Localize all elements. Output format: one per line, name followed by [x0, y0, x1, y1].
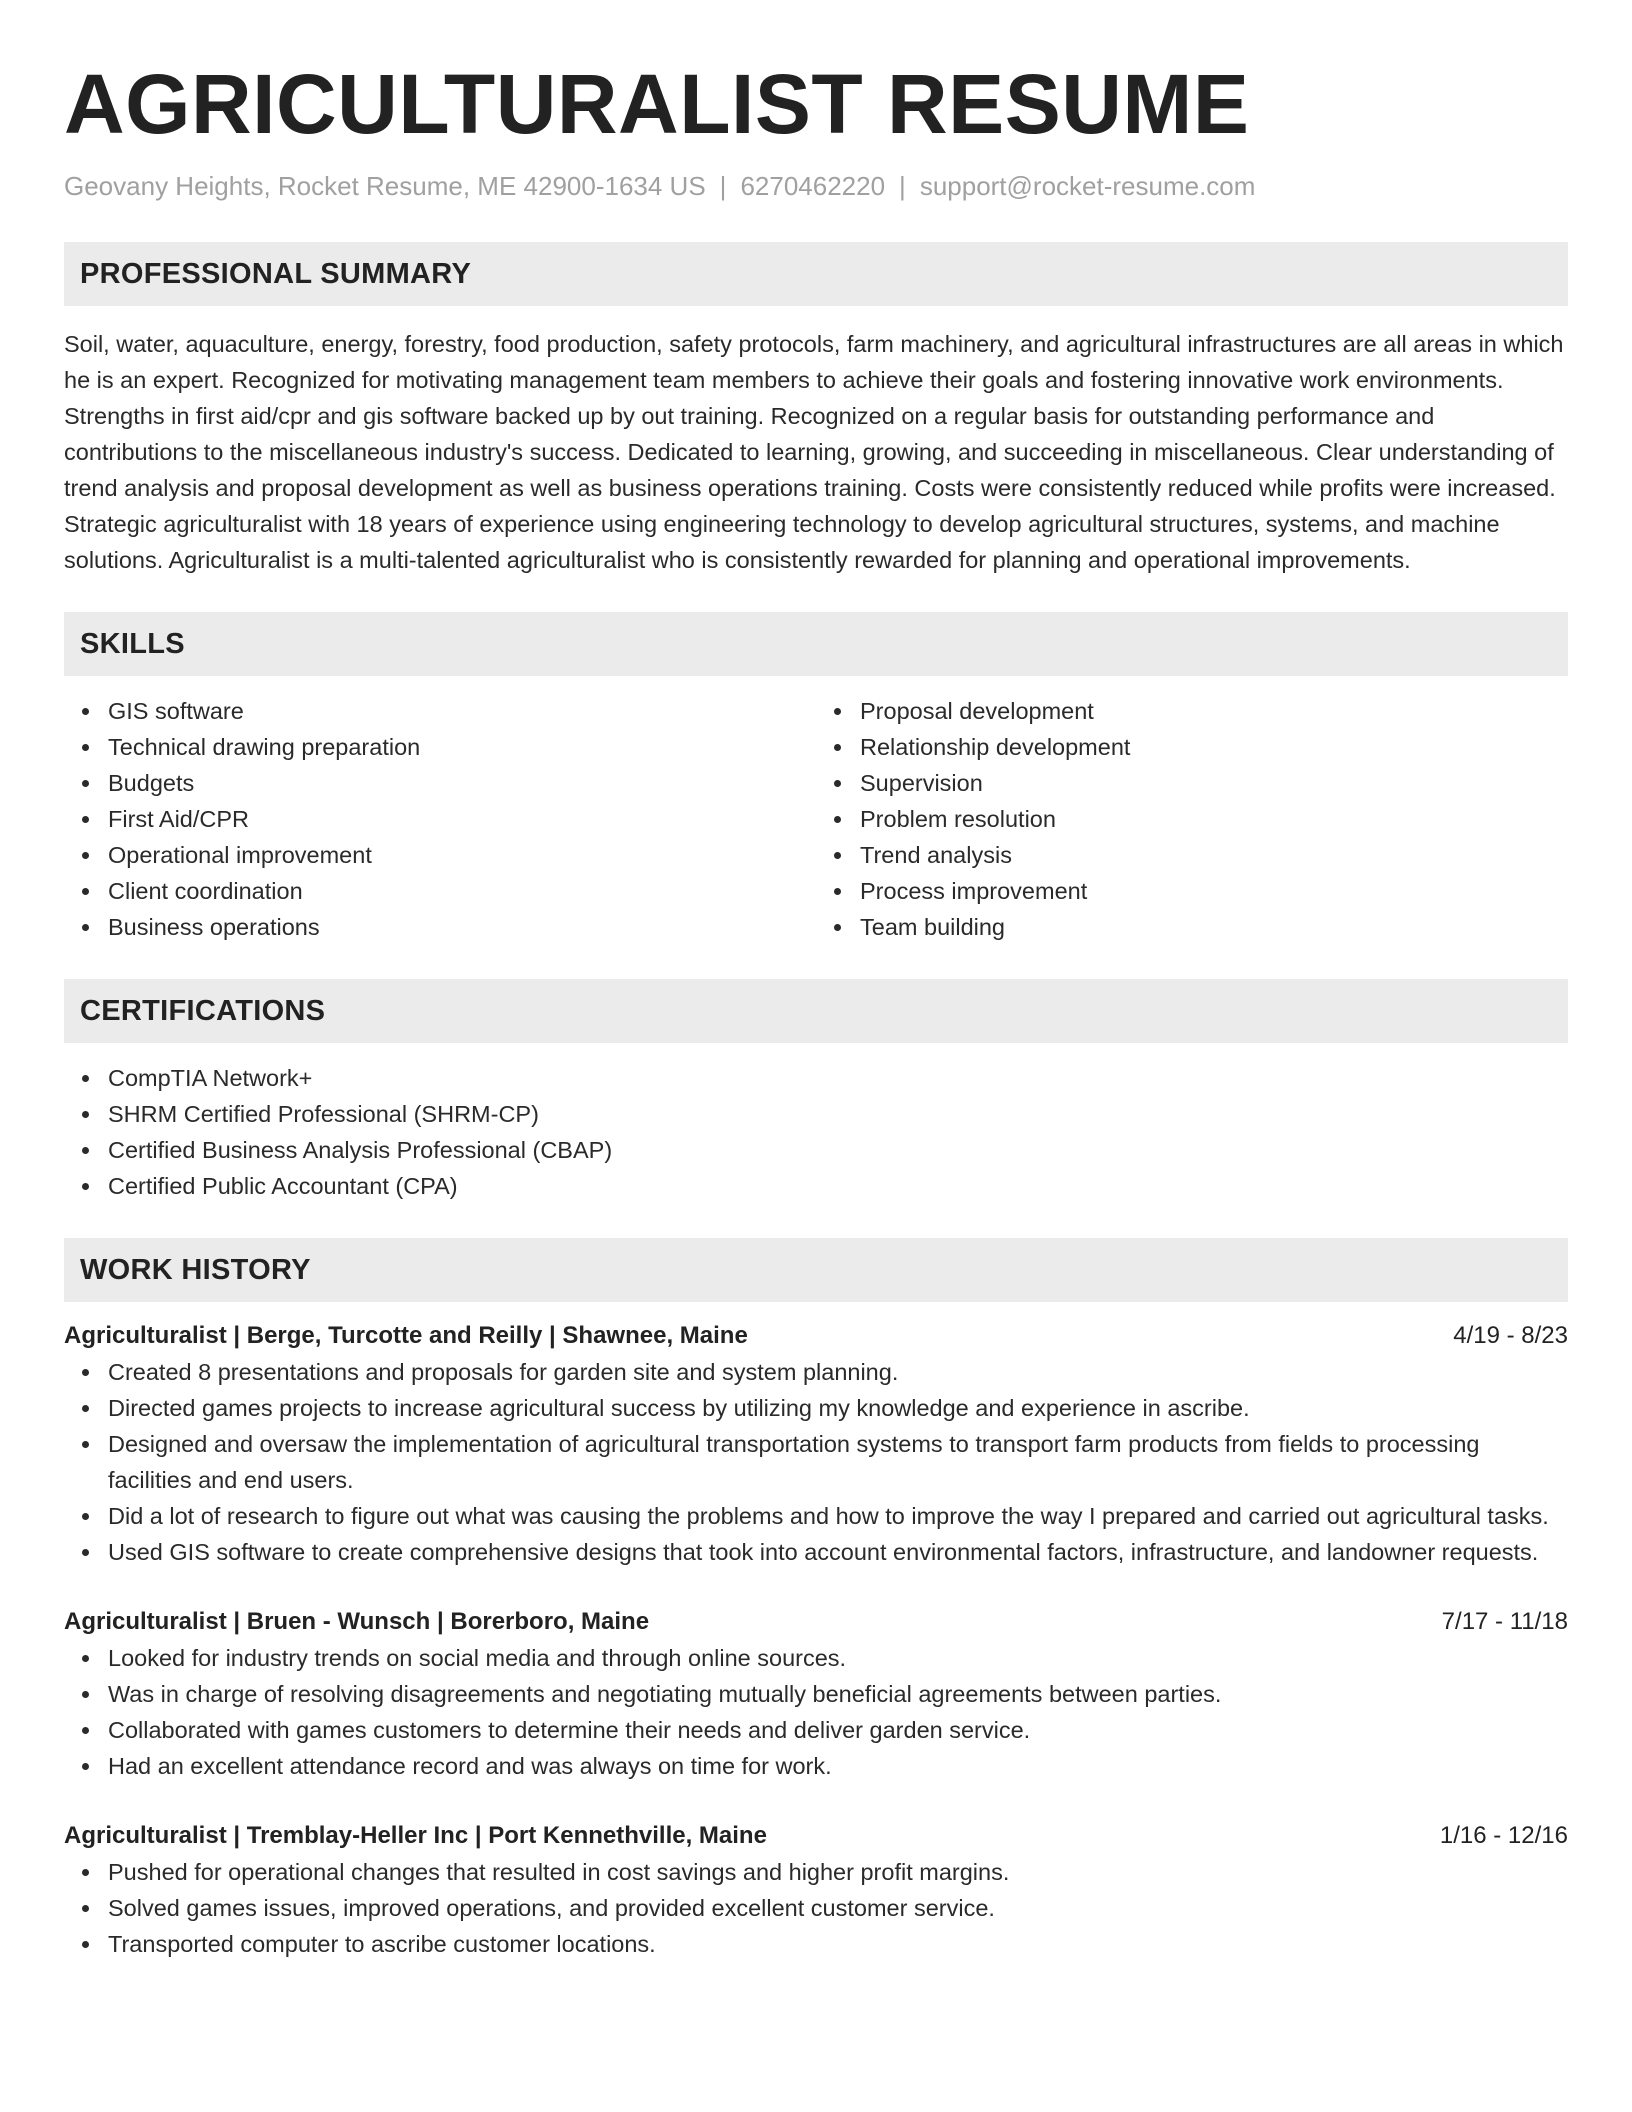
job-title: Agriculturalist | Tremblay-Heller Inc | Port Kennethville, Maine: [64, 1822, 767, 1849]
job-header: [64, 1318, 1568, 1354]
job-bullets: [64, 1640, 1568, 1784]
summary-text: Soil, water, aquaculture, energy, forestry, food production, safety protocols, farm machinery, and agricultural infrastructures are all areas in which he is an expert. Recognized for motivating management team members to achieve their goals and fostering innovative work environments. Strengths in first aid/cpr and gis software backed up by out training. Recognized on a regular basis for outstanding performance and contributions to the miscellaneous industry's success. Dedicated to learning, growing, and succeeding in miscellaneous. Clear understanding of trend analysis and proposal development as well as business operations training. Costs were consistently reduced while profits were increased. Strategic agriculturalist with 18 years of experience using engineering technology to develop agricultural structures, systems, and machine solutions. Agriculturalist is a multi-talented agriculturalist who is consistently rewarded for planning and operational improvements.: [64, 331, 1564, 573]
skill-item: Client coordination: [108, 873, 816, 909]
job-bullet: Directed games projects to increase agricultural success by utilizing my knowledge and experience in ascribe.: [108, 1390, 1568, 1426]
contact-line: [64, 170, 1568, 202]
section-heading-work-history: WORK HISTORY: [64, 1238, 1568, 1302]
skill-item: Relationship development: [860, 729, 1568, 765]
resume-title: AGRICULTURALIST RESUME: [64, 57, 1250, 151]
contact-separator: |: [899, 171, 906, 201]
job-header: [64, 1818, 1568, 1854]
skill-item: Technical drawing preparation: [108, 729, 816, 765]
skill-item: Problem resolution: [860, 801, 1568, 837]
section-heading-certifications: CERTIFICATIONS: [64, 979, 1568, 1043]
certification-item: SHRM Certified Professional (SHRM-CP): [108, 1096, 1568, 1132]
job-bullet: Used GIS software to create comprehensive designs that took into account environmental factors, infrastructure, and landowner requests.: [108, 1534, 1568, 1570]
job-bullets: [64, 1354, 1568, 1570]
skills-grid: [64, 693, 1568, 945]
skill-item: Budgets: [108, 765, 816, 801]
skill-item: GIS software: [108, 693, 816, 729]
section-heading-summary: PROFESSIONAL SUMMARY: [64, 242, 1568, 306]
skill-item: Process improvement: [860, 873, 1568, 909]
job-bullets: [64, 1854, 1568, 1962]
job-title: Agriculturalist | Berge, Turcotte and Reilly | Shawnee, Maine: [64, 1322, 748, 1349]
job-title: Agriculturalist | Bruen - Wunsch | Borerboro, Maine: [64, 1608, 650, 1635]
job-bullet: Looked for industry trends on social media and through online sources.: [108, 1640, 1568, 1676]
job-entry: [64, 1318, 1568, 1570]
job-dates: 7/17 - 11/18: [1441, 1608, 1568, 1635]
skill-item: First Aid/CPR: [108, 801, 816, 837]
job-entry: [64, 1604, 1568, 1784]
resume-page: [64, 0, 1568, 1962]
job-bullet: Collaborated with games customers to determine their needs and deliver garden service.: [108, 1712, 1568, 1748]
skill-item: Trend analysis: [860, 837, 1568, 873]
certification-item: Certified Business Analysis Professional (CBAP): [108, 1132, 1568, 1168]
job-bullet: Pushed for operational changes that resulted in cost savings and higher profit margins.: [108, 1854, 1568, 1890]
skill-item: Operational improvement: [108, 837, 816, 873]
certification-item: Certified Public Accountant (CPA): [108, 1168, 1568, 1204]
skill-item: Business operations: [108, 909, 816, 945]
job-bullet: Was in charge of resolving disagreements and negotiating mutually beneficial agreements between parties.: [108, 1676, 1568, 1712]
job-bullet: Designed and oversaw the implementation of agricultural transportation systems to transport farm products from fields to processing facilities and end users.: [108, 1426, 1568, 1498]
job-bullet: Transported computer to ascribe customer locations.: [108, 1926, 1568, 1962]
skill-item: Proposal development: [860, 693, 1568, 729]
skills-list-left: [64, 693, 816, 945]
certifications-list: [64, 1060, 1568, 1204]
job-entry: [64, 1818, 1568, 1962]
job-dates: 4/19 - 8/23: [1453, 1322, 1568, 1349]
certification-item: CompTIA Network+: [108, 1060, 1568, 1096]
contact-address: Geovany Heights, Rocket Resume, ME 42900-1634 US: [64, 171, 706, 201]
job-bullet: Had an excellent attendance record and was always on time for work.: [108, 1748, 1568, 1784]
section-heading-skills: SKILLS: [64, 612, 1568, 676]
job-header: [64, 1604, 1568, 1640]
skill-item: Supervision: [860, 765, 1568, 801]
contact-email[interactable]: support@rocket-resume.com: [919, 171, 1256, 201]
contact-separator: |: [719, 171, 727, 201]
job-bullet: Created 8 presentations and proposals for garden site and system planning.: [108, 1354, 1568, 1390]
job-bullet: Solved games issues, improved operations, and provided excellent customer service.: [108, 1890, 1568, 1926]
skill-item: Team building: [860, 909, 1568, 945]
skills-list-right: [816, 693, 1568, 945]
job-bullet: Did a lot of research to figure out what was causing the problems and how to improve the way I prepared and carried out agricultural tasks.: [108, 1498, 1568, 1534]
job-dates: 1/16 - 12/16: [1439, 1822, 1568, 1849]
contact-phone: 6270462220: [740, 171, 886, 201]
